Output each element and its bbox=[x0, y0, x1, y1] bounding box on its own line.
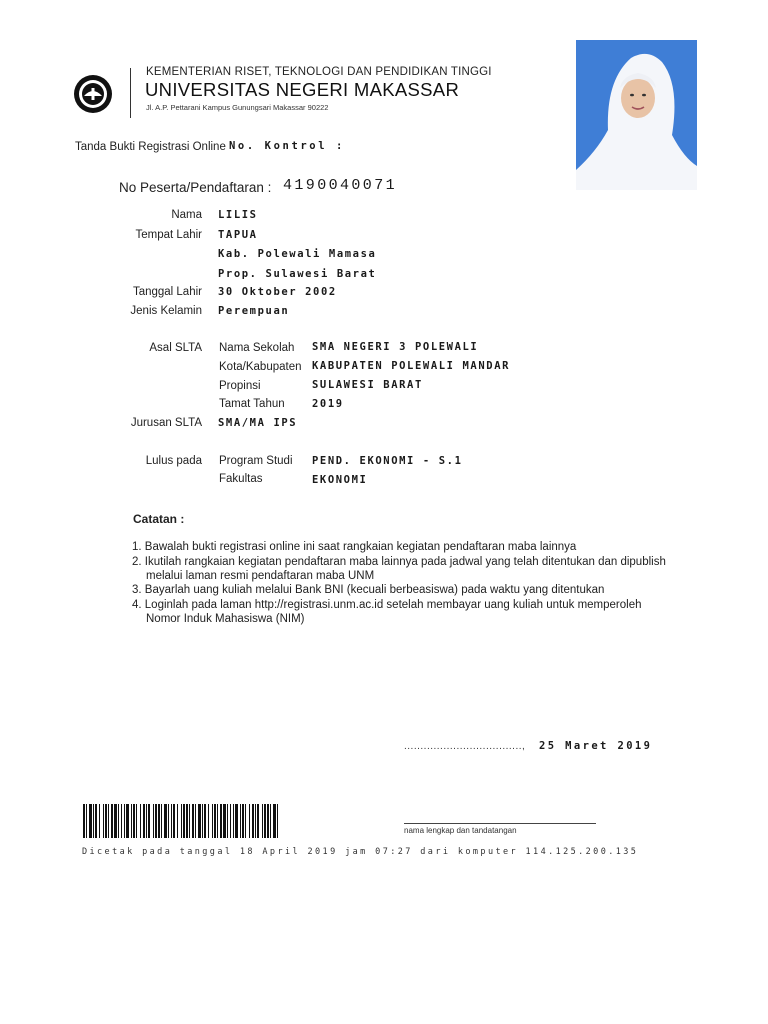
participant-number-label: No Peserta/Pendaftaran : bbox=[119, 180, 272, 195]
study-program-label: Program Studi bbox=[219, 455, 293, 467]
school-province-label: Propinsi bbox=[219, 380, 261, 392]
study-program-value: PEND. EKONOMI - S.1 bbox=[312, 455, 463, 467]
print-timestamp: Dicetak pada tanggal 18 April 2019 jam 07:27 dari komputer 114.125.200.135 bbox=[82, 847, 639, 857]
graduation-year-label: Tamat Tahun bbox=[219, 398, 285, 410]
signature-place-dots: ...................................., bbox=[404, 741, 526, 752]
proof-title: Tanda Bukti Registrasi Online bbox=[75, 141, 226, 153]
university-seal-icon bbox=[73, 74, 113, 114]
participant-number-value: 4190040071 bbox=[283, 177, 398, 194]
school-name-label: Nama Sekolah bbox=[219, 342, 295, 354]
faculty-value: EKONOMI bbox=[312, 474, 368, 486]
name-label: Nama bbox=[171, 209, 202, 221]
faculty-label: Fakultas bbox=[219, 473, 263, 485]
gender-value: Perempuan bbox=[218, 305, 290, 317]
accepted-label: Lulus pada bbox=[145, 455, 202, 467]
note-2-continued: melalui laman resmi pendaftaran maba UNM bbox=[146, 570, 375, 582]
student-photo bbox=[576, 40, 697, 190]
birthplace-regency: Kab. Polewali Mamasa bbox=[218, 248, 377, 260]
school-major-label: Jurusan SLTA bbox=[130, 417, 202, 429]
birthplace-label: Tempat Lahir bbox=[135, 229, 202, 241]
name-value: LILIS bbox=[218, 209, 258, 221]
ministry-name: KEMENTERIAN RISET, TEKNOLOGI DAN PENDIDIKAN TINGGI bbox=[146, 66, 492, 78]
school-city-label: Kota/Kabupaten bbox=[219, 361, 302, 373]
school-origin-label: Asal SLTA bbox=[149, 342, 202, 354]
note-3: 3. Bayarlah uang kuliah melalui Bank BNI (kecuali berbeasiswa) pada waktu yang ditentukan bbox=[132, 584, 605, 596]
signature-line bbox=[404, 823, 596, 824]
gender-label: Jenis Kelamin bbox=[130, 305, 202, 317]
birthdate-value: 30 Oktober 2002 bbox=[218, 286, 337, 298]
barcode bbox=[83, 804, 280, 838]
birthdate-label: Tanggal Lahir bbox=[132, 286, 202, 298]
birthplace-value: TAPUA bbox=[218, 229, 258, 241]
signature-caption: nama lengkap dan tandatangan bbox=[404, 826, 517, 835]
note-2: 2. Ikutilah rangkaian kegiatan pendaftaran maba lainnya pada jadwal yang telah ditentukan dan dipublish bbox=[132, 556, 666, 568]
graduation-year-value: 2019 bbox=[312, 398, 344, 410]
header-divider bbox=[130, 68, 131, 118]
university-address: Jl. A.P. Pettarani Kampus Gunungsari Makassar 90222 bbox=[146, 103, 329, 112]
birthplace-province: Prop. Sulawesi Barat bbox=[218, 268, 377, 280]
note-4: 4. Loginlah pada laman http://registrasi.unm.ac.id setelah membayar uang kuliah untuk memperoleh bbox=[132, 599, 642, 611]
control-number-label: No. Kontrol : bbox=[229, 140, 345, 152]
note-4-continued: Nomor Induk Mahasiswa (NIM) bbox=[146, 613, 305, 625]
school-province-value: SULAWESI BARAT bbox=[312, 379, 423, 391]
note-1: 1. Bawalah bukti registrasi online ini saat rangkaian kegiatan pendaftaran maba lainnya bbox=[132, 541, 577, 553]
school-major-value: SMA/MA IPS bbox=[218, 417, 298, 429]
signature-date: 25 Maret 2019 bbox=[539, 740, 653, 752]
school-name-value: SMA NEGERI 3 POLEWALI bbox=[312, 341, 479, 353]
notes-title: Catatan : bbox=[133, 512, 185, 526]
university-name: UNIVERSITAS NEGERI MAKASSAR bbox=[145, 79, 460, 100]
school-city-value: KABUPATEN POLEWALI MANDAR bbox=[312, 360, 511, 372]
